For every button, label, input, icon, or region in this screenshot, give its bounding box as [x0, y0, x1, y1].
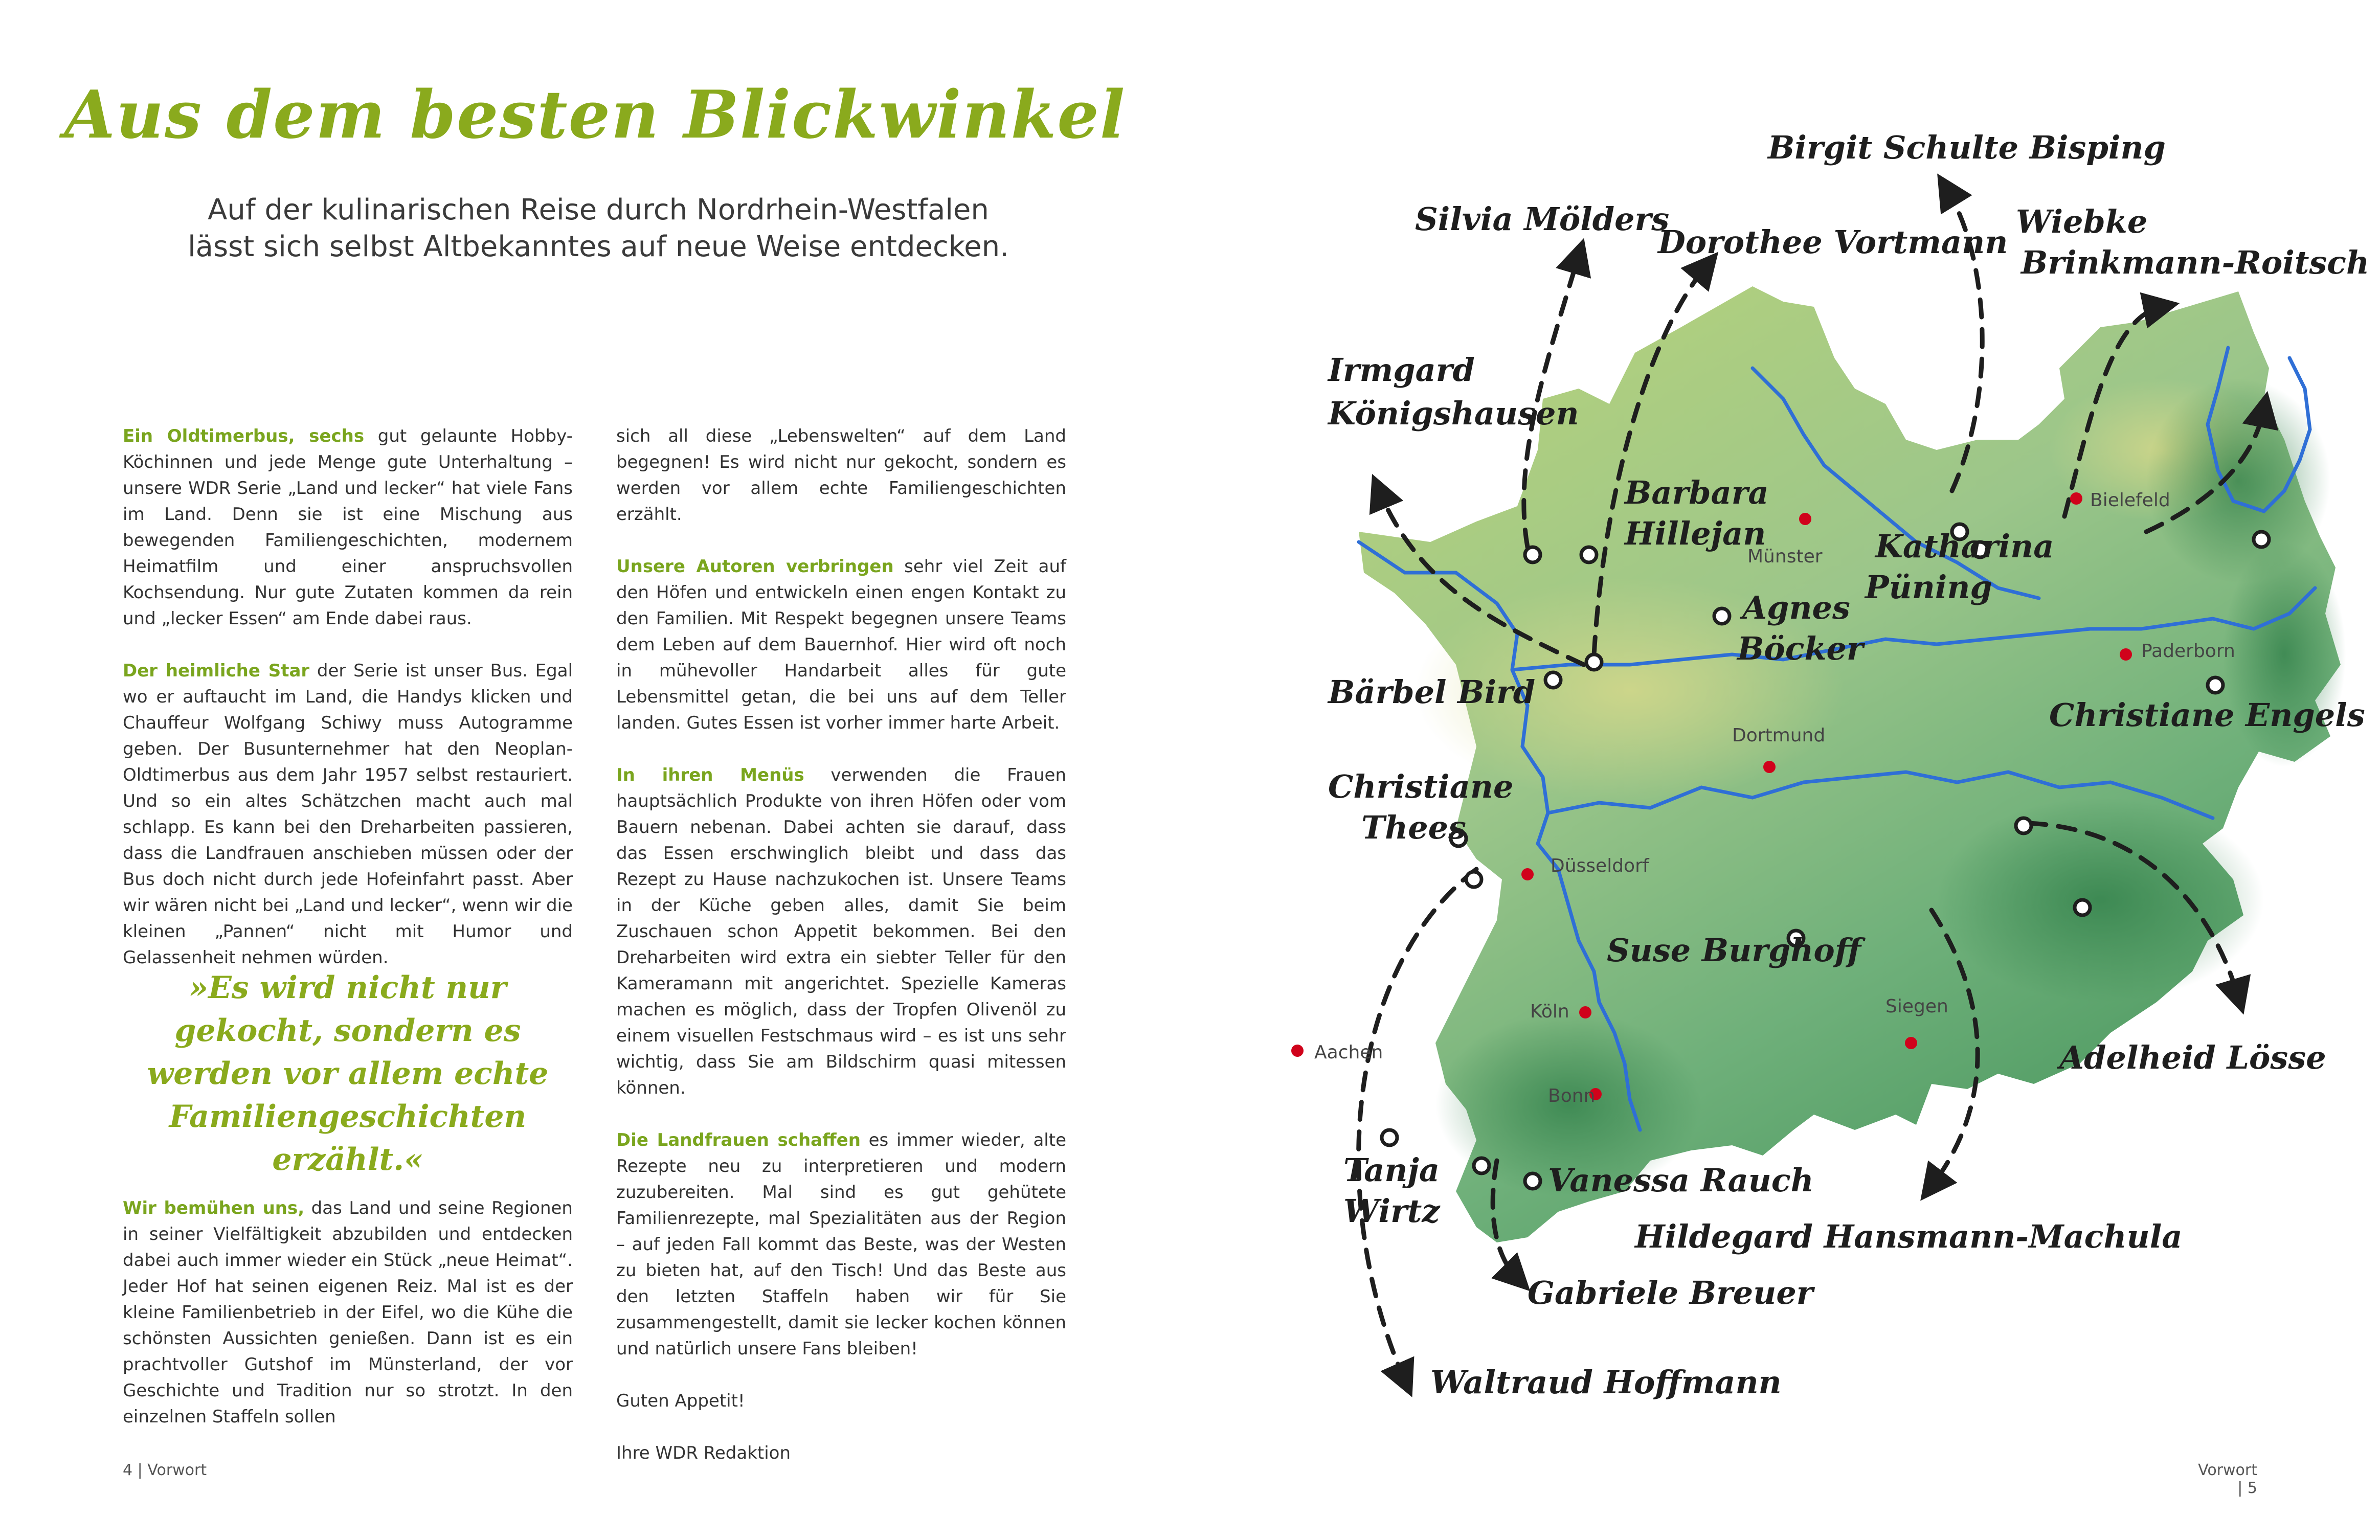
text-column-2	[616, 423, 1066, 1492]
person-name: Irmgard	[1328, 351, 1475, 389]
city-label: Bonn	[1548, 1085, 1596, 1106]
city-label: Aachen	[1314, 1042, 1383, 1063]
person-name: Christiane Engels	[2049, 696, 2365, 734]
person-marker	[1545, 672, 1561, 688]
city-label: Düsseldorf	[1551, 855, 1649, 876]
text-column-1-bottom	[123, 1195, 573, 1456]
paragraph	[616, 423, 1066, 528]
person-name: Barbara	[1625, 474, 1769, 511]
paragraph-lead: Die Landfrauen schaffen	[616, 1130, 861, 1150]
text-column-1	[123, 423, 573, 997]
person-marker	[1581, 547, 1597, 562]
city-label: Paderborn	[2141, 641, 2235, 662]
city-label: Siegen	[1885, 996, 1948, 1017]
pull-quote: »Es wird nicht nur gekocht, sondern es werden vor allem echte Familiengeschichten erzählt.«	[147, 970, 549, 1177]
person-marker	[2254, 532, 2269, 547]
person-marker	[2075, 900, 2090, 915]
person-name: Bärbel Bird	[1328, 673, 1536, 711]
city-label: Köln	[1530, 1001, 1569, 1022]
city-dot	[1579, 1006, 1591, 1018]
person-name: Agnes	[1742, 589, 1850, 626]
person-name: Königshausen	[1328, 395, 1579, 432]
person-name: Tanja	[1343, 1151, 1440, 1189]
paragraph	[616, 554, 1066, 736]
page-title: Aus dem besten Blickwinkel	[64, 77, 1126, 153]
person-marker	[1525, 547, 1540, 562]
city-label: Dortmund	[1732, 725, 1826, 746]
paragraph	[616, 1440, 1066, 1466]
nrw-map	[1190, 0, 2380, 1540]
person-marker	[2208, 677, 2223, 693]
paragraph-text: das Land und seine Regionen in seiner Vielfältigkeit abzubilden und entdecken dabei auch immer wieder ein Stück „neue Heimat“. Jeder Hof hat seinen eigenen Reiz. Mal ist es der kleine Familienbetrieb in der Eifel, wo die Kühe die schönsten Aussichten genießen. Dann ist es ein prachtvoller Gutshof im Münsterland, der vor Geschichte und Tradition nur so strotzt. In den einzelnen Staffeln sollen	[123, 1198, 573, 1427]
person-marker	[1466, 872, 1481, 887]
person-marker	[1474, 1158, 1489, 1173]
city-dot	[1763, 761, 1776, 773]
subtitle-line-1: Auf der kulinarischen Reise durch Nordrhein-Westfalen	[208, 193, 989, 227]
person-name: Püning	[1865, 569, 1992, 606]
person-marker	[1714, 608, 1730, 624]
map-shading	[1937, 798, 2264, 1002]
person-name: Wirtz	[1343, 1192, 1440, 1230]
paragraph-text: der Serie ist unser Bus. Egal wo er auftaucht im Land, die Handys klicken und Chauffeur Wolfgang Schiwy muss Autogramme geben. Der Busunternehmer hat den Neoplan-Oldtimerbus aus dem Jahr 1957 selbst restauriert. Und so ein altes Schätzchen macht auch mal schlapp. Es kann bei den Dreharbeiten passieren, dass die Landfrauen anschieben müssen oder der Bus doch nicht durch jede Hofeinfahrt passt. Aber wir wären nicht bei „Land und lecker“, wenn wir die kleinen „Pannen“ nicht mit Humor und Gelassenheit nehmen würden.	[123, 661, 573, 968]
person-name: Christiane	[1328, 768, 1514, 805]
paragraph-text: verwenden die Frauen hauptsächlich Produkte von ihren Höfen oder vom Bauern nebenan. Dabei achten sie darauf, dass das Essen erschwinglich bleibt und dass das Rezept zu Hause nachzukochen ist. Unsere Teams in der Küche geben alles, damit Sie beim Zuschauen schon Appetit bekommen. Bei den Dreharbeiten wird extra ein siebter Teller für den Kameramann mit angerichtet. Spezielle Kameras machen es möglich, dass der Tropfen Olivenöl zu einem visuellen Festschmaus wird – es ist uns sehr wichtig, dass Sie am Bildschirm quasi mitessen können.	[616, 765, 1067, 1098]
person-marker	[1586, 654, 1602, 670]
person-name: Wiebke	[2016, 203, 2148, 240]
paragraph-text: es immer wieder, alte Rezepte neu zu interpretieren und modern zuzubereiten. Mal sind es gut gehütete Familienrezepte, mal Spezialitäten aus der Region – auf jeden Fall kommt das Beste, was der Westen zu bieten hat, auf den Tisch! Und das Beste aus den letzten Staffeln haben wir für Sie zusammengestellt, damit sie lecker kochen können und natürlich unsere Fans bleiben!	[616, 1130, 1066, 1359]
greeting: Guten Appetit!	[616, 1391, 745, 1411]
person-name: Brinkmann-Roitsch	[2021, 244, 2370, 281]
paragraph	[123, 658, 573, 971]
city-dot	[1799, 513, 1811, 525]
person-name: Birgit Schulte Bisping	[1768, 129, 2166, 166]
person-name: Böcker	[1737, 630, 1863, 667]
city-dot	[1905, 1037, 1917, 1049]
page-folio-right: Vorwort | 5	[2198, 1461, 2257, 1497]
city-label: Bielefeld	[2090, 490, 2170, 511]
city-dot	[1521, 868, 1534, 880]
paragraph-lead: Unsere Autoren verbringen	[616, 556, 894, 577]
page-subtitle	[153, 192, 1043, 265]
signature: Ihre WDR Redaktion	[616, 1443, 791, 1463]
paragraph-lead: Ein Oldtimerbus, sechs	[123, 426, 365, 446]
person-marker	[1382, 1130, 1397, 1145]
person-marker	[2016, 818, 2031, 833]
person-name: Gabriele Breuer	[1528, 1274, 1813, 1311]
paragraph	[616, 1127, 1066, 1362]
person-name: Katharina	[1875, 528, 2054, 565]
city-dot	[1291, 1045, 1304, 1057]
person-marker	[1525, 1173, 1540, 1189]
right-page	[1190, 0, 2380, 1540]
paragraph-text: sich all diese „Lebenswelten“ auf dem Land begegnen! Es wird nicht nur gekocht, sondern es werden vor allem echte Familiengeschichten erzählt.	[616, 426, 1066, 525]
paragraph-lead: Wir bemühen uns,	[123, 1198, 305, 1218]
city-dot	[2070, 492, 2082, 505]
paragraph-text: gut gelaunte Hobby-Köchinnen und jede Menge gute Unterhaltung – unsere WDR Serie „Land und lecker“ hat viele Fans im Land. Denn sie ist eine Mischung aus bewegenden Familiengeschichten, modernem Heimatfilm und einer anspruchsvollen Kochsendung. Nur gute Zutaten kommen da rein und „lecker Essen“ am Ende dabei raus.	[123, 426, 573, 629]
person-name: Dorothee Vortmann	[1658, 223, 2008, 261]
person-name: Silvia Mölders	[1415, 200, 1670, 238]
paragraph	[123, 423, 573, 632]
subtitle-line-2: lässt sich selbst Altbekanntes auf neue Weise entdecken.	[188, 230, 1009, 263]
paragraph-text: sehr viel Zeit auf den Höfen und entwickeln einen engen Kontakt zu den Familien. Mit Respekt begegnen unsere Teams dem Leben auf dem Bauernhof. Hier wird oft noch in mühevoller Handarbeit alles für gute Lebensmittel getan, die bei uns auf dem Teller landen. Gutes Essen ist vorher immer harte Arbeit.	[616, 556, 1066, 733]
person-name: Suse Burghoff	[1607, 932, 1861, 969]
person-name: Adelheid Lösse	[2059, 1039, 2326, 1076]
person-name: Thees	[1361, 809, 1467, 846]
paragraph	[616, 1388, 1066, 1414]
person-name: Vanessa Rauch	[1548, 1162, 1814, 1199]
person-name: Hillejan	[1625, 515, 1766, 552]
person-name: Hildegard Hansmann-Machula	[1635, 1218, 2183, 1255]
person-name: Waltraud Hoffmann	[1430, 1364, 1782, 1401]
paragraph-lead: In ihren Menüs	[616, 765, 804, 785]
city-dot	[2120, 648, 2132, 661]
paragraph	[616, 762, 1066, 1101]
city-label: Münster	[1747, 546, 1823, 567]
paragraph	[123, 1195, 573, 1430]
page-folio-left: 4 | Vorwort	[123, 1461, 207, 1479]
paragraph-lead: Der heimliche Star	[123, 661, 310, 681]
